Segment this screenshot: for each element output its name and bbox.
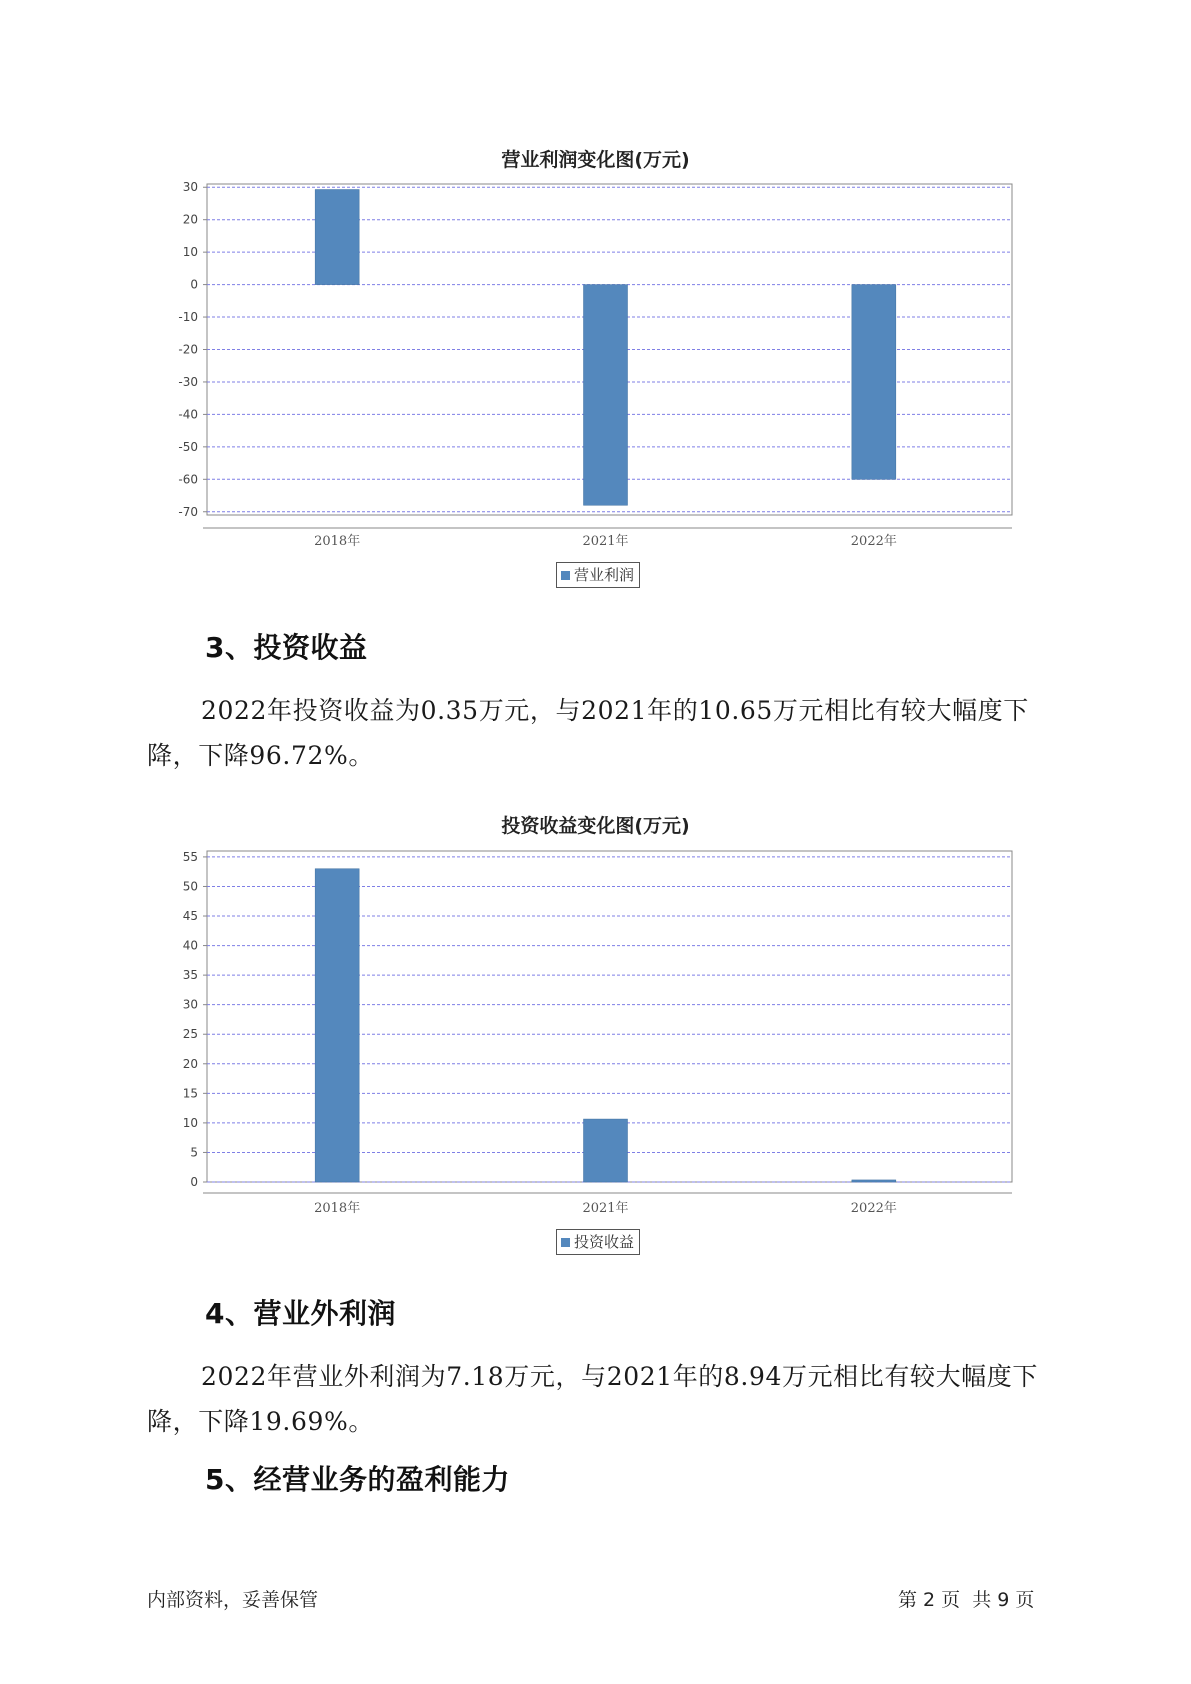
x-tick-label: 2021年 xyxy=(582,1201,629,1216)
section-heading-non-operating-profit: 4、营业外利润 xyxy=(205,1297,396,1330)
footer-page-number: 第 2 页 共 9 页 xyxy=(898,1589,1035,1611)
x-tick-label: 2022年 xyxy=(850,534,897,549)
y-tick-label: 10 xyxy=(182,245,198,260)
y-tick-label: 55 xyxy=(182,849,198,864)
y-tick-label: 0 xyxy=(190,277,198,292)
y-tick-label: 5 xyxy=(190,1145,198,1160)
y-tick-label: 30 xyxy=(182,997,198,1012)
legend-label: 营业利润 xyxy=(574,566,635,584)
y-tick-label: -60 xyxy=(178,472,198,487)
y-tick-label: 10 xyxy=(182,1115,198,1130)
y-tick-label: 20 xyxy=(182,212,198,227)
section-heading-business-profitability: 5、经营业务的盈利能力 xyxy=(205,1463,510,1496)
y-tick-label: 0 xyxy=(190,1175,198,1189)
section-paragraph-non-operating-profit: 2022年营业外利润为7.18万元，与2021年的8.94万元相比有较大幅度下降，下降19.69%。 xyxy=(147,1362,1038,1436)
y-tick-label: -70 xyxy=(178,504,198,519)
section-heading-investment-income: 3、投资收益 xyxy=(205,631,368,664)
y-tick-label: 20 xyxy=(182,1056,198,1071)
x-tick-label: 2022年 xyxy=(850,1201,897,1216)
bar-2018年 xyxy=(315,869,359,1182)
chart-title-investment-income: 投资收益变化图(万元) xyxy=(501,815,690,837)
chart-legend-investment-income xyxy=(556,1229,640,1255)
y-tick-label: 15 xyxy=(182,1086,198,1101)
y-tick-label: -20 xyxy=(178,342,198,357)
y-tick-label: 45 xyxy=(182,909,198,924)
y-tick-label: -50 xyxy=(178,439,198,454)
legend-label: 投资收益 xyxy=(574,1233,635,1251)
bar-2022年 xyxy=(852,1180,896,1182)
y-tick-label: 40 xyxy=(182,938,198,953)
y-tick-label: 35 xyxy=(182,968,198,983)
x-tick-label: 2021年 xyxy=(582,534,629,549)
section-paragraph-investment-income: 2022年投资收益为0.35万元，与2021年的10.65万元相比有较大幅度下降，下降96.72%。 xyxy=(147,696,1029,770)
legend-swatch xyxy=(561,1238,570,1247)
x-tick-label: 2018年 xyxy=(314,534,361,549)
y-tick-label: -30 xyxy=(178,374,198,389)
footer-confidential-note: 内部资料，妥善保管 xyxy=(147,1589,319,1611)
y-tick-label: -10 xyxy=(178,310,198,325)
bar-2021年 xyxy=(584,1119,628,1182)
y-tick-label: 25 xyxy=(182,1027,198,1042)
x-tick-label: 2018年 xyxy=(314,1201,361,1216)
chart-title-operating-profit: 营业利润变化图(万元) xyxy=(501,149,690,171)
y-tick-label: 50 xyxy=(182,879,198,894)
y-tick-label: 30 xyxy=(182,180,198,195)
y-tick-label: -40 xyxy=(178,407,198,422)
